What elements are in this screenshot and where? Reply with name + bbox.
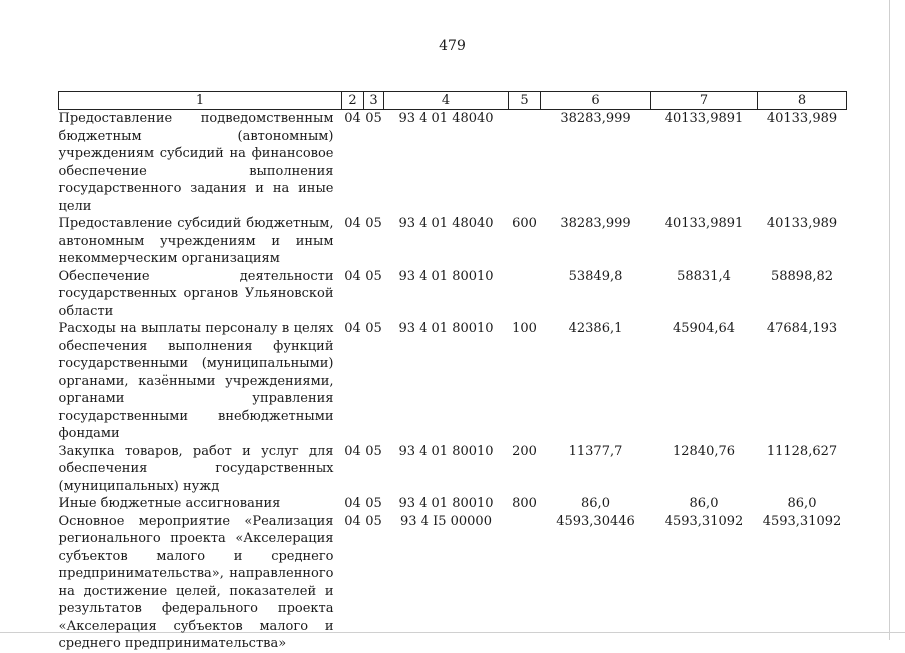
page-edge-right	[889, 0, 890, 640]
row-amount-8: 40133,989	[766, 216, 838, 231]
row-amount-7: 58831,4	[677, 268, 731, 284]
table-row	[59, 110, 847, 216]
row-subsection: 05	[365, 496, 382, 511]
table-row	[59, 495, 847, 513]
table-row	[59, 443, 847, 496]
row-amount-6: 86,0	[581, 496, 610, 511]
row-amount-8: 58898,82	[770, 268, 834, 284]
row-section: 04	[344, 496, 361, 511]
row-amount-8: 4593,31092	[762, 513, 842, 529]
row-amount-6: 38283,999	[560, 111, 631, 126]
table-row	[59, 215, 847, 268]
row-target-code: 93 4 01 80010	[398, 268, 494, 284]
col-header-7: 7	[651, 92, 758, 110]
row-expense-type	[509, 110, 541, 216]
row-target-code: 93 4 01 80010	[398, 321, 494, 336]
col-header-4: 4	[384, 92, 509, 110]
row-target-code: 93 4 01 80010	[398, 496, 494, 511]
row-expense-type	[509, 513, 541, 653]
row-amount-7: 12840,76	[672, 443, 736, 459]
row-name: Предоставление подведомственным бюджетным (автономным) учреждениям субсидий на финансовое обеспечение выполнения государственного задания и на иные цели	[58, 111, 334, 214]
row-amount-6: 4593,30446	[556, 513, 635, 529]
row-target-code: 93 4 01 48040	[398, 111, 494, 126]
row-amount-6: 11377,7	[568, 443, 623, 459]
row-section: 04	[344, 111, 361, 126]
row-subsection: 05	[365, 513, 382, 529]
col-header-6: 6	[541, 92, 651, 110]
row-target-code: 93 4 01 48040	[398, 216, 494, 231]
page-number: 479	[439, 38, 466, 54]
row-name: Расходы на выплаты персоналу в целях обеспечения выполнения функций государственными (муниципальными) органами, казёнными учреждениями, органами управления государственными внебюджетными фондами	[58, 321, 334, 441]
col-header-8: 8	[758, 92, 847, 110]
row-section: 04	[344, 443, 361, 459]
row-amount-7: 45904,64	[672, 321, 736, 336]
col-header-1: 1	[59, 92, 342, 110]
row-expense-type: 600	[512, 216, 537, 231]
row-amount-6: 53849,8	[568, 268, 623, 284]
row-expense-type	[509, 268, 541, 321]
row-target-code: 93 4 I5 00000	[400, 513, 492, 529]
row-section: 04	[344, 216, 361, 231]
row-name: Закупка товаров, работ и услуг для обеспечения государственных (муниципальных) нужд	[58, 443, 334, 494]
row-name: Основное мероприятие «Реализация регионального проекта «Акселерация субъектов малого и среднего предпринимательства», направленного на достижение целей, показателей и результатов федерального проекта «Акселерация субъектов малого и среднего предпринимательства»	[58, 513, 334, 651]
row-name: Иные бюджетные ассигнования	[58, 496, 281, 511]
table-row	[59, 320, 847, 443]
row-amount-8: 40133,989	[766, 111, 838, 126]
row-expense-type: 100	[512, 321, 537, 336]
row-amount-8: 86,0	[787, 496, 817, 511]
row-expense-type: 200	[512, 443, 537, 459]
table-row	[59, 513, 847, 653]
col-header-5: 5	[509, 92, 541, 110]
budget-table-container	[58, 91, 846, 653]
row-name: Обеспечение деятельности государственных органов Ульяновской области	[58, 268, 334, 319]
row-subsection: 05	[365, 111, 382, 126]
row-amount-6: 42386,1	[568, 321, 623, 336]
row-amount-7: 86,0	[689, 496, 719, 511]
table-row	[59, 268, 847, 321]
row-amount-6: 38283,999	[560, 216, 631, 231]
row-target-code: 93 4 01 80010	[398, 443, 494, 459]
col-header-2: 2	[342, 92, 364, 110]
row-amount-8: 11128,627	[766, 443, 838, 459]
budget-table	[58, 91, 847, 653]
row-name: Предоставление субсидий бюджетным, автономным учреждениям и иным некоммерческим организациям	[58, 216, 334, 266]
row-subsection: 05	[365, 216, 382, 231]
row-section: 04	[344, 268, 361, 284]
row-section: 04	[344, 321, 361, 336]
col-header-3: 3	[364, 92, 384, 110]
row-amount-8: 47684,193	[766, 321, 838, 336]
row-subsection: 05	[365, 268, 382, 284]
row-amount-7: 40133,9891	[664, 111, 744, 126]
row-expense-type: 800	[512, 496, 537, 511]
row-subsection: 05	[365, 321, 382, 336]
row-amount-7: 40133,9891	[664, 216, 744, 231]
row-subsection: 05	[365, 443, 382, 459]
column-number-header-row	[59, 92, 847, 110]
row-section: 04	[344, 513, 361, 529]
row-amount-7: 4593,31092	[664, 513, 744, 529]
